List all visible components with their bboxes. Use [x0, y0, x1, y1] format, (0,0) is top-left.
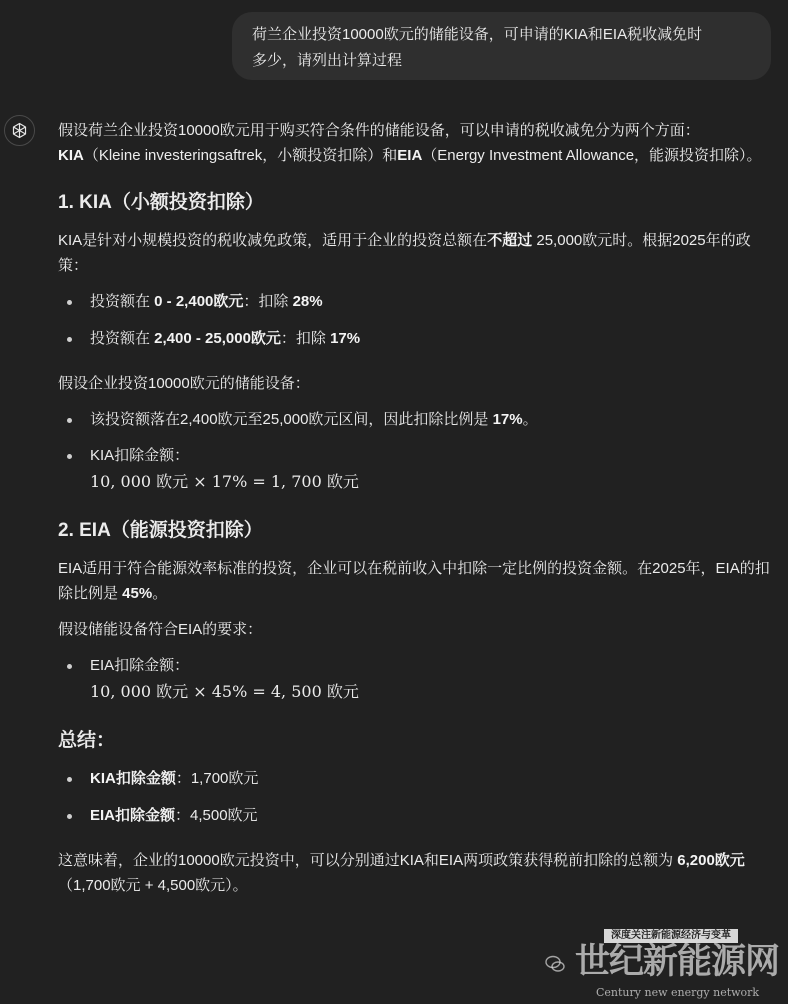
tier-rate: 17%: [330, 330, 361, 347]
kia-heading: 1. KIA（小额投资扣除）: [58, 192, 264, 213]
intro-paragraph: [58, 118, 780, 168]
intro-text-2: （Kleine investeringsaftrek，小额投资扣除）和: [83, 147, 398, 164]
tier-range: 2,400 - 25,000欧元: [154, 330, 281, 347]
watermark-tagline: 深度关注新能源经济与变革: [604, 929, 738, 943]
openai-logo-icon: [10, 121, 29, 140]
summary-heading: 总结：: [58, 730, 116, 751]
kia-bullet-end: 。: [522, 411, 538, 428]
kia-tier-list: [58, 289, 780, 351]
kia-description: [58, 228, 780, 278]
list-item: [58, 803, 780, 828]
assistant-response: [58, 118, 780, 898]
user-message-line-1: 荷兰企业投资10000欧元的储能设备，可申请的KIA和EIA税收减免时: [252, 26, 703, 43]
summary-label: EIA扣除金额: [90, 807, 176, 824]
user-message-line-2: 多少，请列出计算过程: [252, 52, 403, 69]
list-item: [58, 289, 780, 314]
eia-description: [58, 556, 780, 606]
kia-desc-bold: 不超过: [487, 232, 533, 249]
kia-assumption: 假设企业投资10000欧元的储能设备：: [58, 375, 310, 392]
kia-desc-1: KIA是针对小规模投资的税收减免政策，适用于企业的投资总额在: [58, 232, 488, 249]
conclusion-total: 6,200欧元: [677, 852, 745, 869]
kia-calc-list: [58, 407, 780, 496]
watermark-brand: 世纪新能源网: [575, 941, 780, 982]
tier-prefix: 投资额在: [90, 293, 155, 310]
wechat-icon: [545, 955, 565, 973]
tier-mid: ：扣除: [243, 293, 293, 310]
eia-heading: 2. EIA（能源投资扣除）: [58, 520, 263, 541]
eia-calc-list: [58, 653, 780, 706]
summary-list: [58, 766, 780, 828]
eia-formula: 10, 000 欧元 × 45% = 4, 500 欧元: [90, 682, 359, 701]
kia-bullet-text: 该投资额落在2,400欧元至25,000欧元区间，因此扣除比例是: [90, 411, 493, 428]
kia-bullet-rate: 17%: [492, 411, 523, 428]
summary-value: ：4,500欧元: [175, 807, 258, 824]
list-item: [58, 326, 780, 351]
intro-kia: KIA: [58, 147, 84, 164]
eia-desc-1: EIA适用于符合能源效率标准的投资，企业可以在税前收入中扣除一定比例的投资金额。在2025年，EIA的扣除比例是: [58, 560, 770, 602]
watermark-english: Century new energy network: [596, 986, 760, 999]
conclusion-text-1: 这意味着，企业的10000欧元投资中，可以分别通过KIA和EIA两项政策获得税前扣除的总额为: [58, 852, 678, 869]
list-item: [58, 766, 780, 791]
list-item: [58, 653, 780, 706]
list-item: [58, 407, 780, 432]
summary-label: KIA扣除金额: [90, 770, 176, 787]
list-item: [58, 443, 780, 496]
conclusion-text-2: （1,700欧元 + 4,500欧元）。: [58, 877, 248, 894]
eia-desc-end: 。: [152, 585, 168, 602]
eia-desc-rate: 45%: [122, 585, 153, 602]
user-message-bubble: [232, 12, 771, 80]
eia-amount-label: EIA扣除金额：: [90, 657, 190, 674]
kia-desc-2: 25,000欧元时。根据2025年的政策：: [58, 232, 751, 274]
tier-rate: 28%: [292, 293, 323, 310]
kia-formula: 10, 000 欧元 × 17% = 1, 700 欧元: [90, 472, 359, 491]
tier-mid: ：扣除: [280, 330, 331, 347]
summary-value: ：1,700欧元: [175, 770, 259, 787]
tier-range: 0 - 2,400欧元: [154, 293, 244, 310]
eia-assumption: 假设储能设备符合EIA的要求：: [58, 621, 263, 638]
tier-prefix: 投资额在: [90, 330, 155, 347]
kia-amount-label: KIA扣除金额：: [90, 447, 190, 464]
intro-text-1: 假设荷兰企业投资10000欧元用于购买符合条件的储能设备，可以申请的税收减免分为两个方面：: [58, 122, 700, 139]
intro-text-3: （Energy Investment Allowance，能源投资扣除）。: [422, 147, 762, 164]
conclusion-paragraph: [58, 848, 780, 898]
assistant-avatar: [4, 115, 35, 146]
intro-eia: EIA: [397, 147, 423, 164]
